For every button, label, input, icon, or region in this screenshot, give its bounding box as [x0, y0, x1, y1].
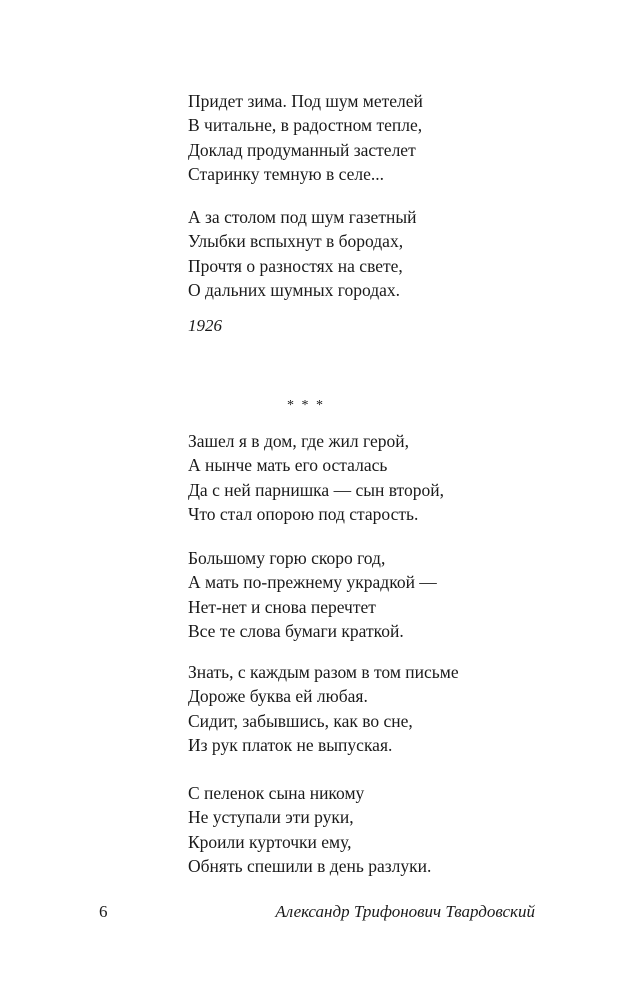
poem-year: 1926: [188, 316, 222, 335]
verse-line: Из рук платок не выпуская.: [188, 734, 393, 755]
verse-line: Кроили курточки ему,: [188, 831, 352, 852]
verse-line: Нет-нет и снова перечтет: [188, 596, 376, 617]
verse-line: Не уступали эти руки,: [188, 807, 354, 828]
verse-line: Доклад продуманный застелет: [188, 139, 416, 160]
verse-line: Знать, с каждым разом в том письме: [188, 662, 459, 682]
poem2-stanza-2: [188, 546, 437, 643]
verse-line: Дороже буква ей любая.: [188, 686, 368, 707]
verse-line: Большому горю скоро год,: [188, 548, 386, 568]
verse-line: С пеленок сына никому: [188, 783, 365, 803]
verse-line: А мать по-прежнему украдкой —: [188, 572, 437, 593]
verse-line: Придет зима. Под шум метелей: [188, 91, 423, 111]
verse-line: Обнять спешили в день разлуки.: [188, 855, 432, 876]
running-footer-author: Александр Трифонович Твардовский: [275, 902, 535, 921]
verse-line: Да с ней парнишка — сын второй,: [188, 479, 444, 500]
verse-line: В читальне, в радостном тепле,: [188, 115, 423, 136]
page-number: 6: [99, 902, 108, 921]
section-separator: * * *: [287, 398, 325, 413]
verse-line: Улыбки вспыхнут в бородах,: [188, 231, 404, 252]
verse-line: Прочтя о разностях на свете,: [188, 255, 403, 276]
verse-line: Все те слова бумаги краткой.: [188, 620, 404, 641]
poem1-stanza-1: [188, 89, 423, 186]
verse-line: Что стал опорою под старость.: [188, 503, 419, 524]
verse-line: Зашел я в дом, где жил герой,: [188, 431, 409, 451]
verse-line: А за столом под шум газетный: [188, 207, 417, 227]
poem2-stanza-4: [188, 781, 431, 878]
poem1-stanza-2: [188, 205, 416, 302]
poem2-stanza-1: [188, 429, 444, 526]
poem2-stanza-3: [188, 660, 459, 757]
verse-line: А нынче мать его осталась: [188, 455, 388, 476]
verse-line: Старинку темную в селе...: [188, 163, 384, 184]
verse-line: Сидит, забывшись, как во сне,: [188, 710, 413, 731]
verse-line: О дальних шумных городах.: [188, 279, 401, 300]
